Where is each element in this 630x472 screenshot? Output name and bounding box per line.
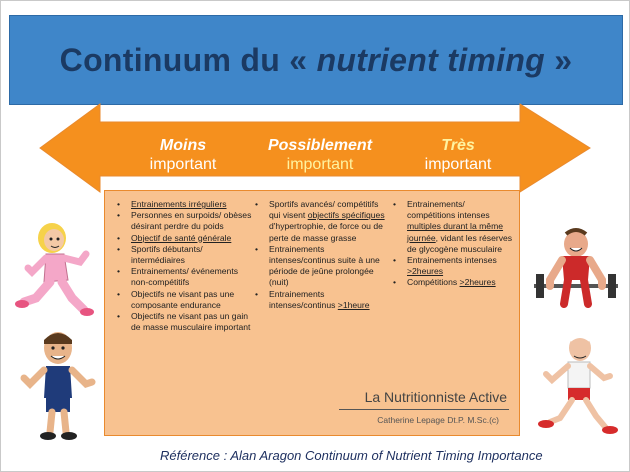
list-item: • Entrainements intenses >2heures [407,255,515,277]
list-item: • Objectifs ne visant pas une composante endurance [131,289,255,311]
list-item: • Compétitions >2heures [407,277,515,288]
column-less-important [115,199,255,333]
list-item: • Entrainements/ événements non-compétitifs [131,266,255,288]
content-box [104,190,520,436]
list-item: • Objectif de santé générale [131,233,255,244]
runner-woman-illustration [14,210,98,318]
runner-man-illustration [14,326,100,446]
label-tres-important: Très important [424,137,492,173]
list-item: • Entrainements intenses/continus suite à une période de jeûne prolongée (nuit) [269,244,385,289]
list-item: • Entrainements irréguliers [131,199,255,210]
brand-author: Catherine Lepage Dt.P. M.Sc.(c) [377,415,499,425]
weightlifter-illustration [530,224,622,308]
label-moins-important: Moins important [149,137,217,173]
brand-name: La Nutritionniste Active [364,389,507,405]
column-very-important [391,199,515,289]
list-item: • Objectifs ne visant pas un gain de masse musculaire important [131,311,255,333]
reference-text: Référence : Alan Aragon Continuum of Nutrient Timing Importance [160,448,543,463]
older-runner-illustration [530,330,622,434]
page-title: Continuum du « nutrient timing » [59,41,573,78]
list-item: • Personnes en surpoids/ obèses désirant perdre du poids [131,210,255,232]
brand-divider [339,409,509,410]
label-possiblement-important: Possiblement important [267,137,373,173]
list-item: • Sportifs avancés/ compétitifs qui visent objectifs spécifiques d'hypertrophie, de force ou de perte de masse grasse [269,199,385,244]
column-possibly-important [253,199,385,311]
list-item: • Entrainements/ compétitions intenses multiples durant la même journée, vidant les réserves de glycogène musculaire [407,199,515,255]
list-item: • Entrainements intenses/continus >1heure [269,289,385,311]
list-item: • Sportifs débutants/ intermédiaires [131,244,255,266]
